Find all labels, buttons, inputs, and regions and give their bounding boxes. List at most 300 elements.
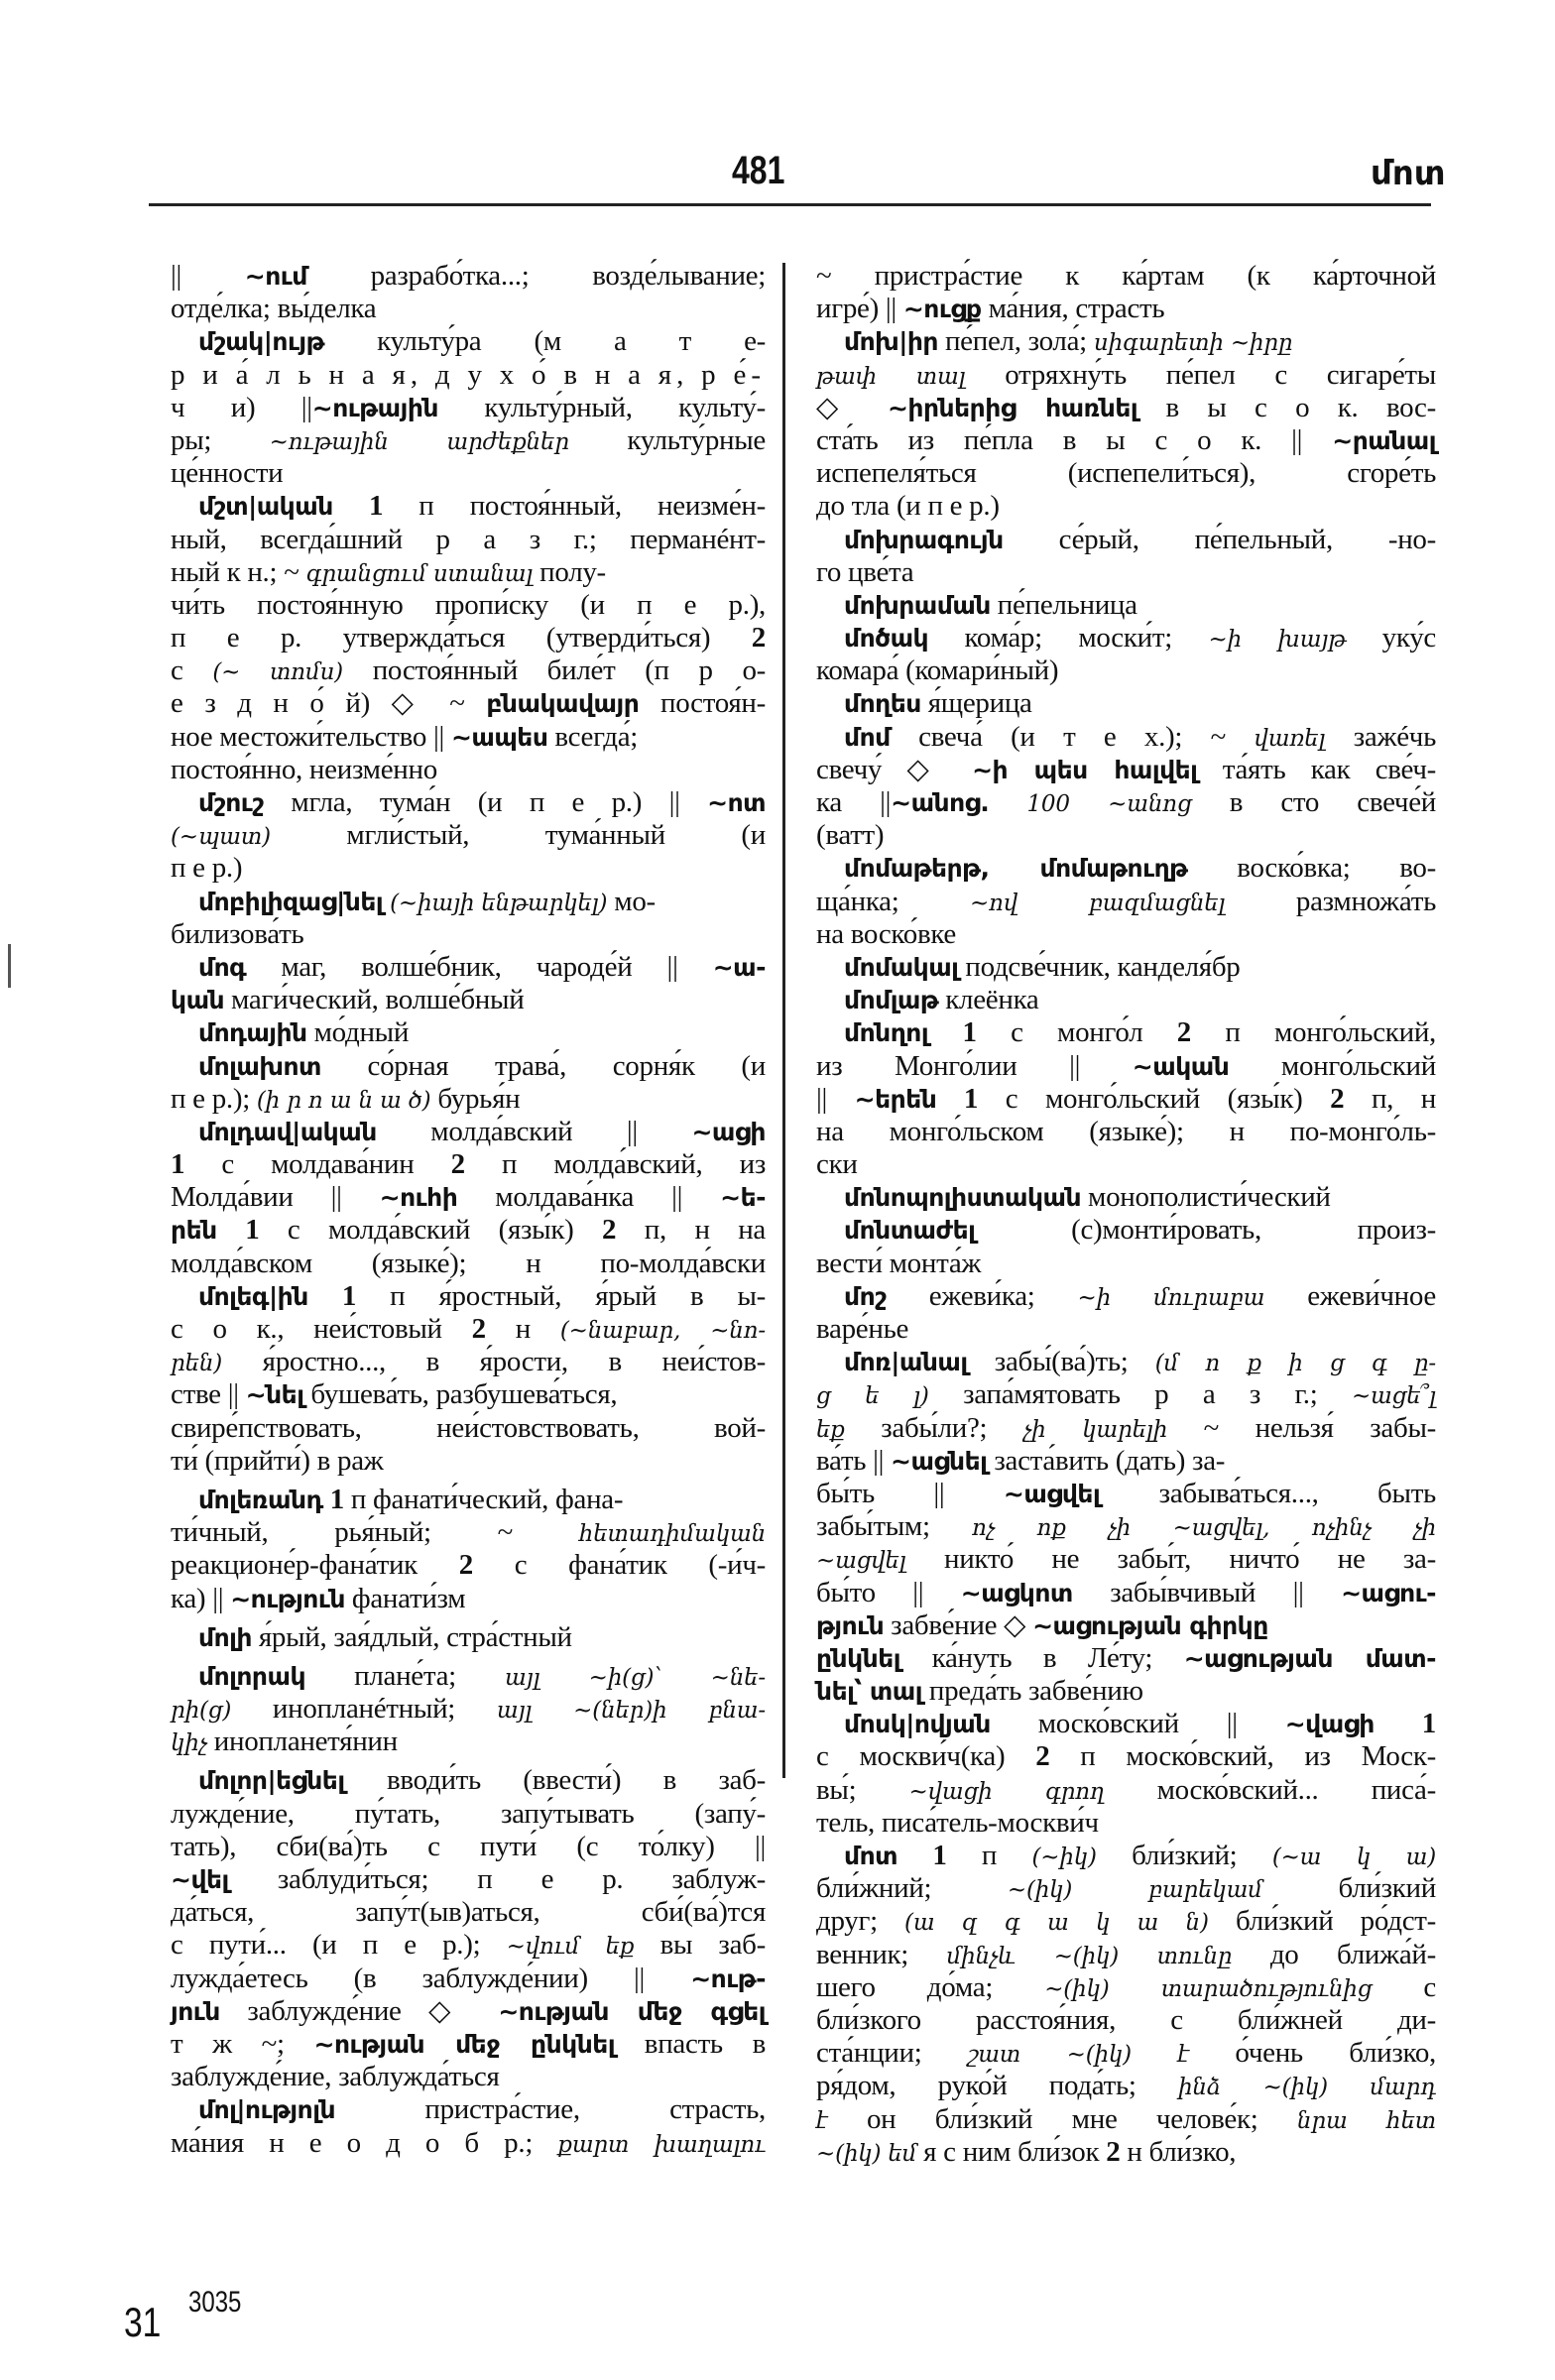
- text: зажéчь: [1325, 720, 1436, 753]
- italic-example: րեն): [171, 1351, 223, 1377]
- column-divider: [782, 263, 785, 1778]
- headword: ~ուցք: [902, 295, 982, 324]
- text: шего до́ма;: [816, 1970, 1045, 2003]
- headword: թյուն: [816, 1610, 885, 1640]
- headword: մոբիլիզաց|նել: [198, 887, 384, 916]
- dictionary-line: [171, 1484, 766, 1516]
- text: реакционе́р-фана́тик: [171, 1549, 459, 1582]
- headword: մոմակալ: [844, 952, 959, 982]
- dictionary-line: [816, 392, 1436, 424]
- dictionary-line: [816, 1378, 1436, 1411]
- dictionary-line: [171, 1831, 766, 1863]
- text: культу́рный, культу́-: [437, 391, 766, 423]
- dictionary-line: [171, 2061, 766, 2093]
- text: ный к н.; ~: [171, 555, 306, 588]
- text: он бли́зкий мне челове́к;: [827, 2102, 1297, 2135]
- text: подсве́чник, канделя́бр: [958, 950, 1241, 983]
- text: Молда́вии ||: [171, 1181, 380, 1214]
- dictionary-line: [816, 2103, 1436, 2136]
- italic-example: (~ տոմս): [212, 659, 343, 686]
- dictionary-line: [171, 819, 766, 852]
- text: пе́пел, зола́;: [938, 325, 1094, 358]
- dictionary-line: [816, 819, 1436, 852]
- dictionary-line: [171, 490, 766, 523]
- text: [897, 1840, 932, 1871]
- sense-number: 1: [341, 1279, 357, 1312]
- dictionary-line: [171, 1726, 766, 1758]
- text: инопланетя́нин: [206, 1726, 398, 1758]
- text: свечу́ ◇: [816, 753, 973, 785]
- text: п е р.);: [171, 1082, 257, 1115]
- headword: մոդային: [198, 1018, 307, 1048]
- dictionary-line: [171, 1445, 766, 1478]
- sense-number: 2: [471, 1313, 486, 1345]
- headword: ~երեն: [854, 1084, 937, 1114]
- dictionary-line: [816, 886, 1436, 918]
- text: заблуди́ться; п е р. заблуж-: [228, 1863, 766, 1895]
- dictionary-line: [171, 260, 766, 293]
- dictionary-line: [171, 1516, 766, 1549]
- headword: ~ացնել: [891, 1446, 988, 1476]
- dictionary-line: [816, 622, 1436, 654]
- text: п, н на: [616, 1214, 766, 1247]
- text: п е р. утвержда́ться (утверди́ться): [171, 622, 752, 654]
- text: ~ пристра́стие к ка́ртам (к ка́рточной: [816, 260, 1436, 292]
- headword: ~ութային: [311, 393, 438, 422]
- dictionary-line: [816, 918, 1436, 951]
- dictionary-line: [171, 622, 766, 654]
- text: бли́жний;: [816, 1872, 1008, 1905]
- dictionary-line: [816, 1905, 1436, 1938]
- dictionary-line: [816, 1675, 1436, 1708]
- dictionary-line: [816, 1642, 1436, 1675]
- text: вести́ монта́ж: [816, 1247, 982, 1279]
- dictionary-line: [816, 1346, 1436, 1378]
- dictionary-line: [171, 524, 766, 556]
- text: отряхну́ть пе́пел с сигаре́ты: [965, 358, 1436, 391]
- headword: մոսկ|ովյան: [844, 1710, 991, 1739]
- italic-example: թափ տալ: [816, 363, 966, 390]
- text: бли́зкий ро́дст-: [1208, 1905, 1436, 1938]
- text: я с ним бли́зок: [916, 2135, 1107, 2168]
- text: преда́ть забве́нию: [921, 1675, 1143, 1708]
- dictionary-line: [816, 1181, 1436, 1214]
- dictionary-line: [171, 1248, 766, 1280]
- dictionary-line: [171, 1660, 766, 1693]
- dictionary-line: [171, 984, 766, 1016]
- text: молда́вском (языке́); н по-молда́вски: [171, 1247, 766, 1279]
- headword: մոլոր|եցնել: [198, 1766, 345, 1796]
- dictionary-line: [171, 424, 766, 457]
- headword: մոլ|ությոլն: [198, 2095, 336, 2125]
- headword: ~նել: [245, 1380, 304, 1410]
- text: ма́ния, страсть: [981, 293, 1165, 325]
- headword: մշտ|ական: [198, 492, 333, 522]
- text: ка́нуть в Ле́ту;: [900, 1641, 1184, 1674]
- text: с пути́... (и п е р.);: [171, 1929, 507, 1962]
- dictionary-line: [816, 1840, 1436, 1872]
- sense-number: 2: [751, 622, 766, 654]
- dictionary-line: [171, 1995, 766, 2028]
- dictionary-line: [171, 1583, 766, 1615]
- dictionary-line: [816, 1313, 1436, 1346]
- text: до ближа́й-: [1232, 1938, 1436, 1970]
- text: [1375, 1708, 1422, 1739]
- text: ежеви́чное: [1264, 1279, 1436, 1312]
- text: испепеля́ться (испепели́ться), сгоре́ть: [816, 457, 1436, 490]
- dictionary-line: [171, 2127, 766, 2160]
- text: постоя́нный биле́т (п р о-: [342, 654, 766, 687]
- text: п постоя́нный, неизме́н-: [383, 490, 766, 523]
- dictionary-line: [171, 918, 766, 951]
- text: забве́ние ◇: [884, 1608, 1033, 1641]
- dictionary-line: [171, 1313, 766, 1346]
- dictionary-line: [816, 490, 1436, 523]
- dictionary-line: [171, 2093, 766, 2126]
- text: ежеви́ка;: [886, 1279, 1078, 1312]
- text: вводи́ть (ввести́) в заб-: [344, 1764, 766, 1797]
- text: с фана́тик (-и́ч-: [472, 1549, 766, 1582]
- text: мо́дный: [306, 1016, 410, 1049]
- headword: ~ության մեջ ընկնել: [313, 2029, 616, 2059]
- text: [217, 1214, 246, 1246]
- dictionary-line: [171, 951, 766, 984]
- italic-example: ~ի մուրաբա: [1077, 1284, 1265, 1311]
- sense-number: 1: [171, 1148, 185, 1181]
- dictionary-line: [816, 1807, 1436, 1840]
- dictionary-line: [171, 1214, 766, 1247]
- headword: բնակավայր: [486, 689, 640, 719]
- text: ка ||: [816, 786, 892, 818]
- text: разрабо́тка...; возде́лывание;: [306, 260, 766, 292]
- headword: յուն: [171, 1996, 220, 2026]
- headword: րեն: [171, 1216, 217, 1246]
- italic-example: շատ ~(իկ) է: [967, 2042, 1189, 2069]
- dictionary-line: [816, 1774, 1436, 1807]
- text: [323, 1484, 330, 1515]
- text: [989, 786, 1026, 818]
- italic-example: այլ ~ի(ց)՝ ~նե-: [505, 1664, 766, 1691]
- sense-number: 2: [450, 1148, 465, 1181]
- dictionary-line: [816, 1510, 1436, 1543]
- headword: ~ա-: [712, 952, 766, 982]
- sense-number: 2: [1330, 1082, 1345, 1115]
- dictionary-line: [171, 1412, 766, 1445]
- italic-example: ~ացե՞լ: [1351, 1383, 1436, 1410]
- italic-example: քարտ խաղալու: [557, 2131, 766, 2158]
- text: моско́вский ||: [990, 1708, 1285, 1740]
- text: ное местожи́тельство ||: [171, 720, 451, 753]
- text: до тла (и п е р.): [816, 490, 1000, 523]
- dictionary-line: [816, 1971, 1436, 2004]
- text: ч и) ||: [171, 391, 312, 423]
- headword: ~ացկոտ: [960, 1578, 1073, 1607]
- headword: ~ացի: [691, 1117, 766, 1146]
- text: свире́пствовать, неи́стовствовать, вой-: [171, 1411, 766, 1444]
- dictionary-line: [171, 786, 766, 819]
- headword: մոշ: [844, 1281, 887, 1311]
- text: маги́ческий, волше́бный: [224, 984, 525, 1016]
- text: лужде́ние, пу́тать, запу́тывать (запу́-: [171, 1797, 766, 1830]
- dictionary-line: [171, 1050, 766, 1083]
- headword: մոլորակ: [198, 1661, 306, 1691]
- text: кома́р; моски́т;: [928, 622, 1209, 654]
- dictionary-line: [171, 2028, 766, 2061]
- headword: ~ացվել: [1003, 1479, 1101, 1508]
- text: ща́нка;: [816, 885, 971, 917]
- headword: ~ապես: [450, 722, 548, 752]
- dictionary-line: [816, 556, 1436, 589]
- italic-example: ց ե լ): [816, 1383, 929, 1410]
- sense-number: 1: [329, 1483, 344, 1515]
- text: ма́ния н е о д о б р.;: [171, 2126, 558, 2159]
- dictionary-line: [171, 687, 766, 720]
- text: п, н: [1344, 1082, 1436, 1115]
- dictionary-line: [816, 1478, 1436, 1510]
- text: ◇: [816, 391, 888, 423]
- headword: մոնտաժել: [844, 1216, 976, 1246]
- text: бушева́ть, разбушева́ться,: [303, 1378, 618, 1411]
- text: билизова́ть: [171, 917, 304, 950]
- text: да́ться, запу́т(ыв)аться, сби́(ва́)тся: [171, 1896, 766, 1929]
- dictionary-line: [816, 2136, 1436, 2169]
- dictionary-line: [171, 852, 766, 885]
- text: ры;: [171, 423, 270, 456]
- text: н бли́зко,: [1120, 2135, 1237, 2168]
- headword: նել՝ տալ: [816, 1677, 922, 1707]
- text: с монго́л: [976, 1016, 1177, 1049]
- text: из Монго́лии ||: [816, 1049, 1133, 1082]
- text: со́рная трава́, сорня́к (и: [320, 1049, 766, 1082]
- italic-example: րի(ց): [171, 1698, 232, 1725]
- dictionary-line: [171, 1378, 766, 1411]
- italic-example: 100 ~անոց: [1026, 791, 1192, 817]
- text: бы́ть ||: [816, 1477, 1004, 1509]
- dictionary-line: [816, 359, 1436, 392]
- dictionary-line: [171, 1693, 766, 1726]
- italic-example: (~ա կ ա): [1271, 1844, 1436, 1870]
- headword: ~ի պես հալվել: [972, 755, 1198, 784]
- text: с москви́ч(ка): [816, 1740, 1036, 1773]
- dictionary-line: [171, 392, 766, 424]
- text: ти́чный, рья́ный; ~: [171, 1516, 579, 1549]
- text: моско́вский... писа́-: [1104, 1773, 1436, 1806]
- sense-number: 2: [1106, 2135, 1121, 2168]
- italic-example: (~նաբար, ~նո-: [559, 1318, 766, 1344]
- headword: կան: [171, 986, 225, 1015]
- headword: մոխրագույն: [844, 525, 1004, 554]
- dictionary-line: [171, 1148, 766, 1181]
- headword: ~անոց.: [891, 788, 990, 817]
- italic-example: այլ ~(ներ)ի բնա-: [496, 1698, 766, 1725]
- dictionary-line: [171, 1929, 766, 1962]
- italic-example: (~իկ): [1031, 1844, 1097, 1870]
- dictionary-line: [171, 1896, 766, 1929]
- italic-example: ոչ ոք չի ~ացվել, ոչինչ չի: [972, 1515, 1436, 1542]
- text: запа́мятовать р а з г.;: [928, 1378, 1352, 1411]
- text: о́чень бли́зко,: [1189, 2037, 1436, 2070]
- dictionary-line: [816, 2037, 1436, 2070]
- text: ка) ||: [171, 1582, 231, 1614]
- text: мо-: [607, 885, 656, 917]
- text: ный, всегда́шний р а з г.; перманéнт-: [171, 523, 766, 555]
- headword: մոտ: [844, 1842, 897, 1870]
- text: ря́дом, руко́й пода́ть;: [816, 2070, 1178, 2102]
- italic-example: ~վում եք: [506, 1934, 635, 1961]
- text: забы́вчивый ||: [1072, 1576, 1342, 1608]
- headword: մոլեռանդ: [198, 1485, 323, 1514]
- headword: ~ե-: [720, 1183, 766, 1213]
- text: в сто свече́й: [1191, 786, 1436, 818]
- text: лужда́етесь (в заблужде́нии) ||: [171, 1962, 691, 1994]
- footer-code: 3035: [188, 2286, 242, 2319]
- dictionary-line: [816, 1016, 1436, 1049]
- text: с молдава́нин: [184, 1148, 451, 1181]
- sense-number: 1: [368, 490, 384, 523]
- text: вы́;: [816, 1773, 909, 1806]
- italic-example: ~ութային արժեքներ: [269, 428, 569, 455]
- running-head: մոտ: [1371, 154, 1446, 193]
- text: бурья́н: [430, 1082, 521, 1115]
- sense-number: 2: [602, 1214, 617, 1247]
- left-column: [171, 260, 766, 2160]
- text: п монго́льский,: [1190, 1016, 1436, 1049]
- footer-signature: 31: [124, 2299, 162, 2345]
- dictionary-line: [816, 424, 1436, 457]
- dictionary-line: [816, 1050, 1436, 1083]
- headword: ~ոտ: [707, 788, 766, 817]
- italic-example: (ա զ գ ա կ ա ն): [904, 1910, 1209, 1937]
- headword: ~ական: [1132, 1051, 1230, 1081]
- text: ва́ть ||: [816, 1444, 892, 1477]
- dictionary-line: [171, 1798, 766, 1831]
- text: с молда́вский (язы́к): [259, 1214, 603, 1247]
- dictionary-line: [171, 1116, 766, 1148]
- italic-example: (ի ր ո ա ն ա ծ): [256, 1087, 431, 1114]
- dictionary-line: [816, 1740, 1436, 1773]
- text: пе́пельница: [990, 588, 1137, 621]
- text: в ы с о к. вос-: [1137, 391, 1436, 423]
- italic-example: եք: [816, 1416, 845, 1443]
- dictionary-line: [816, 457, 1436, 490]
- dictionary-line: [171, 589, 766, 622]
- text: венник;: [816, 1938, 947, 1970]
- text: комара́ (комари́ный): [816, 654, 1059, 687]
- italic-example: (~պատ): [171, 824, 271, 851]
- dictionary-line: [816, 1083, 1436, 1116]
- italic-example: չի կարելի: [1022, 1416, 1168, 1443]
- sense-number: 1: [963, 1082, 979, 1115]
- text: п фанати́ческий, фана-: [343, 1483, 624, 1515]
- headword: մողես: [844, 689, 921, 719]
- text: п: [946, 1840, 1032, 1871]
- text: ||: [171, 260, 245, 292]
- text: (ватт): [816, 819, 885, 852]
- text: плане́та;: [305, 1659, 506, 1692]
- sense-number: 2: [458, 1549, 473, 1582]
- headword: մոնոպոլիստական: [844, 1183, 1082, 1213]
- sense-number: 2: [1035, 1740, 1050, 1773]
- dictionary-line: [816, 1116, 1436, 1148]
- sense-number: 1: [245, 1214, 260, 1247]
- headword: ~ութ-: [690, 1964, 766, 1993]
- text: впасть в: [615, 2027, 766, 2060]
- text: я́щерица: [920, 687, 1032, 720]
- sense-number: 1: [1421, 1708, 1436, 1740]
- text: [928, 1016, 962, 1048]
- italic-example: ~ացվել: [816, 1548, 906, 1575]
- headword: ~ուհի: [379, 1183, 458, 1213]
- text: [936, 1083, 964, 1115]
- dictionary-line: [171, 325, 766, 358]
- text: на монго́льском (языке́); н по-монго́ль-: [816, 1115, 1436, 1147]
- headword: ընկնել: [816, 1643, 901, 1673]
- headword: ~վել: [171, 1865, 229, 1894]
- text: бы́то ||: [816, 1576, 961, 1608]
- headword: մշուշ: [198, 788, 264, 817]
- dictionary-line: [816, 2070, 1436, 2102]
- italic-example: ~վացի գրող: [908, 1778, 1105, 1805]
- italic-example: ~ի խայթ: [1208, 627, 1347, 654]
- italic-example: հետադիմական: [578, 1521, 766, 1548]
- dictionary-line: [816, 786, 1436, 819]
- text: культу́рные: [568, 423, 766, 456]
- text: бли́зкий;: [1096, 1840, 1272, 1871]
- dictionary-line: [816, 1872, 1436, 1905]
- text: свеча́ (и т е х.); ~: [890, 720, 1255, 753]
- text: п я́ростный, я́рый в ы-: [356, 1279, 766, 1312]
- text: забы́ли?;: [844, 1411, 1023, 1444]
- text: (с)монти́ровать, произ-: [975, 1214, 1436, 1247]
- text: бли́зкий: [1261, 1872, 1436, 1905]
- dictionary-line: [171, 1963, 766, 1995]
- headword: ~իրներից հառնել: [887, 393, 1138, 422]
- dictionary-line: [816, 1445, 1436, 1478]
- spaced-text: р и а́ л ь н а я, д у х о́ в н а я, р е́-: [171, 358, 766, 391]
- headword: մոլախոտ: [198, 1051, 321, 1081]
- dictionary-line: [816, 1543, 1436, 1576]
- text: я́рый, зая́длый, стра́стный: [251, 1620, 572, 1653]
- dictionary-line: [816, 589, 1436, 622]
- dictionary-line: [816, 654, 1436, 687]
- text: тель, писа́тель-москви́ч: [816, 1806, 1099, 1839]
- italic-example: ~(իկ) բարեկամ: [1007, 1877, 1262, 1904]
- text: ||: [816, 1082, 855, 1115]
- text: тать), сби(ва́)ть с пути́ (с то́лку) ||: [171, 1830, 766, 1862]
- text: на воско́вке: [816, 917, 956, 950]
- text: [333, 490, 369, 522]
- dictionary-line: [816, 951, 1436, 984]
- text: ски: [816, 1148, 858, 1181]
- text: п е р.): [171, 852, 243, 885]
- dictionary-line: [171, 1346, 766, 1378]
- dictionary-line: [171, 721, 766, 754]
- text: го цве́та: [816, 555, 914, 588]
- text: пристра́стие, страсть,: [335, 2093, 766, 2126]
- italic-example: է: [816, 2107, 828, 2134]
- italic-example: ~(իկ) եմ: [816, 2140, 917, 2167]
- dictionary-line: [171, 457, 766, 490]
- text: я́ростно..., в я́рости, в неи́стов-: [222, 1346, 766, 1378]
- dictionary-line: [171, 1083, 766, 1116]
- dictionary-line: [816, 524, 1436, 556]
- text: игре́) ||: [816, 293, 903, 325]
- dictionary-line: [816, 852, 1436, 885]
- text: с: [171, 654, 213, 687]
- headword: ~րանալ: [1332, 425, 1436, 455]
- dictionary-line: [816, 1609, 1436, 1642]
- text: забы́тым;: [816, 1510, 973, 1543]
